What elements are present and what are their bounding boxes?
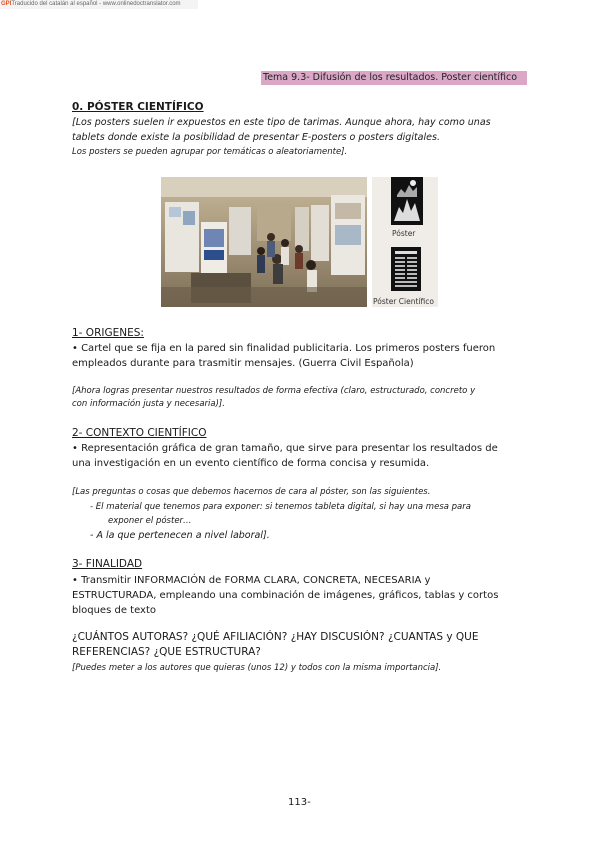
- section-3-line3: bloques de texto: [72, 605, 157, 616]
- translator-banner: [0, 0, 198, 9]
- section-0-note-line1: [Los posters suelen ir expuestos en este tipo de tarimas. Aunque ahora, hay como unas: [72, 117, 491, 128]
- poster-session-photo: [161, 177, 367, 307]
- section-1-note-line1: [Ahora logras presentar nuestros resultados de forma efectiva (claro, estructurado, concreto y: [72, 386, 476, 396]
- section-1-line2: empleados durante para trasmitir mensajes. (Guerra Civil Española): [72, 358, 414, 369]
- section-3-heading: 3- FINALIDAD: [72, 558, 143, 570]
- poster-label: Póster: [392, 229, 416, 238]
- translator-logo: GPI: [1, 1, 12, 7]
- topic-header: Tema 9.3- Difusión de los resultados. Poster científico: [261, 71, 527, 85]
- translator-banner-text: Traducido del catalán al español - www.onlinedoctranslator.com: [11, 1, 181, 7]
- section-1-note-line2: con información justa y necesaria)].: [72, 399, 225, 409]
- section-3-line1: • Transmitir INFORMACIÓN de FORMA CLARA, CONCRETA, NECESARIA y: [72, 575, 431, 586]
- section-0-heading: 0. PÓSTER CIENTÍFICO: [72, 101, 204, 113]
- poster-icons-panel: [372, 177, 438, 307]
- section-2-bullet1-line1: - El material que tenemos para exponer: si tenemos tableta digital, si hay una mesa para: [90, 502, 471, 512]
- section-0-note-line3: Los posters se pueden agrupar por temáticas o aleatoriamente].: [72, 147, 348, 157]
- questions-line1: ¿CUÁNTOS AUTORAS? ¿QUÉ AFILIACIÓN? ¿HAY DISCUSIÓN? ¿CUANTAS y QUE: [72, 631, 479, 643]
- section-3-line2: ESTRUCTURADA, empleando una combinación de imágenes, gráficos, tablas y cortos: [72, 590, 499, 601]
- poster-session-illustration: [161, 177, 367, 307]
- section-2-heading: 2- CONTEXTO CIENTÍFICO: [72, 427, 207, 439]
- section-2-note-line1: [Las preguntas o cosas que debemos hacernos de cara al póster, son las siguientes.: [72, 487, 431, 497]
- section-2-bullet1-line2: exponer el póster…: [108, 516, 192, 526]
- section-2-bullet2: - A la que pertenecen a nivel laboral].: [90, 530, 270, 541]
- poster-art-icon: [391, 177, 423, 225]
- page-number: 113-: [288, 797, 311, 808]
- questions-line2: REFERENCIAS? ¿QUE ESTRUCTURA?: [72, 646, 261, 658]
- section-1-heading: 1- ORIGENES:: [72, 327, 144, 339]
- section-1-line1: • Cartel que se fija en la pared sin finalidad publicitaria. Los primeros posters fueron: [72, 343, 496, 354]
- section-0-note-line2: tablets donde existe la posibilidad de presentar E-posters o posters digitales.: [72, 132, 440, 143]
- questions-note: [Puedes meter a los autores que quieras (unos 12) y todos con la misma importancia].: [72, 663, 442, 673]
- scientific-poster-icon: [391, 247, 421, 291]
- section-2-line1: • Representación gráfica de gran tamaño, que sirve para presentar los resultados de: [72, 443, 498, 454]
- scientific-poster-label: Póster Científico: [373, 297, 434, 306]
- section-2-line2: una investigación en un evento científico de forma concisa y resumida.: [72, 458, 430, 469]
